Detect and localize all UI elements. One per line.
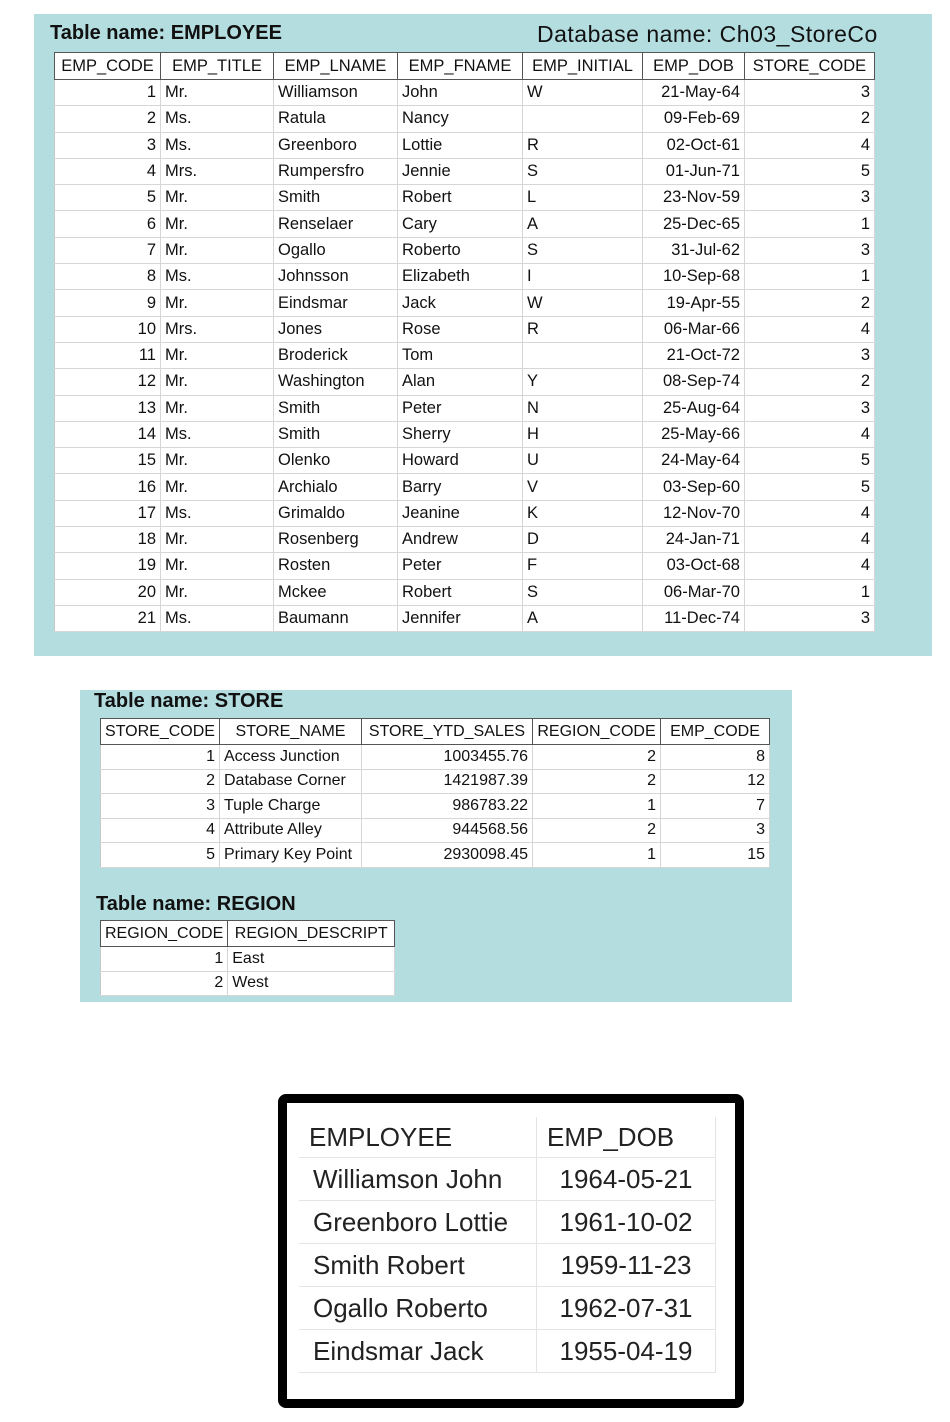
employee-cell-emp-title: Mr.	[161, 448, 274, 474]
employee-cell-emp-fname: Andrew	[398, 527, 523, 553]
store-header-store-code: STORE_CODE	[101, 719, 220, 745]
employee-cell-emp-initial: D	[523, 527, 643, 553]
store-cell-region-code: 2	[533, 745, 661, 770]
employee-cell-emp-lname: Smith	[274, 395, 398, 421]
employee-cell-emp-title: Mr.	[161, 237, 274, 263]
result-cell-emp-dob: 1955-04-19	[537, 1330, 716, 1373]
employee-cell-emp-title: Mrs.	[161, 316, 274, 342]
employee-cell-emp-initial: W	[523, 80, 643, 106]
store-cell-store-name: Tuple Charge	[220, 794, 362, 819]
store-cell-store-ytd-sales: 986783.22	[362, 794, 533, 819]
employee-cell-emp-title: Mr.	[161, 395, 274, 421]
employee-cell-emp-lname: Johnsson	[274, 264, 398, 290]
result-row	[299, 1201, 716, 1244]
store-cell-region-code: 1	[533, 794, 661, 819]
employee-cell-emp-dob: 21-May-64	[643, 80, 745, 106]
employee-cell-emp-code: 19	[55, 553, 161, 579]
store-row	[101, 843, 770, 868]
region-row	[101, 971, 395, 996]
employee-cell-emp-code: 15	[55, 448, 161, 474]
employee-cell-emp-title: Ms.	[161, 500, 274, 526]
employee-cell-store-code: 3	[745, 342, 875, 368]
employee-row	[55, 158, 875, 184]
employee-cell-emp-initial: R	[523, 132, 643, 158]
employee-cell-emp-initial: F	[523, 553, 643, 579]
employee-cell-emp-fname: Peter	[398, 553, 523, 579]
employee-row	[55, 264, 875, 290]
employee-cell-emp-lname: Rumpersfro	[274, 158, 398, 184]
employee-cell-store-code: 1	[745, 264, 875, 290]
employee-cell-emp-dob: 03-Oct-68	[643, 553, 745, 579]
store-cell-emp-code: 8	[661, 745, 770, 770]
employee-cell-emp-fname: Lottie	[398, 132, 523, 158]
employee-cell-emp-lname: Baumann	[274, 605, 398, 631]
employee-row	[55, 106, 875, 132]
employee-cell-emp-code: 4	[55, 158, 161, 184]
result-cell-employee: Greenboro Lottie	[299, 1201, 537, 1244]
employee-cell-store-code: 2	[745, 369, 875, 395]
region-cell-region-descript: West	[228, 971, 395, 996]
employee-row	[55, 579, 875, 605]
employee-row	[55, 290, 875, 316]
result-header-employee: EMPLOYEE	[299, 1117, 537, 1158]
store-cell-emp-code: 15	[661, 843, 770, 868]
store-row	[101, 769, 770, 794]
employee-table	[54, 52, 875, 632]
region-header-region-code: REGION_CODE	[101, 921, 228, 947]
store-cell-store-name: Primary Key Point	[220, 843, 362, 868]
result-row	[299, 1244, 716, 1287]
store-row	[101, 745, 770, 770]
employee-cell-emp-title: Mrs.	[161, 158, 274, 184]
store-cell-store-code: 4	[101, 818, 220, 843]
employee-cell-emp-fname: Alan	[398, 369, 523, 395]
employee-header-emp-title: EMP_TITLE	[161, 53, 274, 80]
employee-cell-emp-code: 21	[55, 605, 161, 631]
employee-cell-emp-code: 16	[55, 474, 161, 500]
store-cell-region-code: 1	[533, 843, 661, 868]
employee-cell-emp-fname: Robert	[398, 185, 523, 211]
employee-cell-emp-initial	[523, 342, 643, 368]
result-header-emp-dob: EMP_DOB	[537, 1117, 716, 1158]
employee-cell-emp-dob: 25-Aug-64	[643, 395, 745, 421]
employee-header-store-code: STORE_CODE	[745, 53, 875, 80]
employee-cell-emp-initial: W	[523, 290, 643, 316]
employee-cell-emp-lname: Broderick	[274, 342, 398, 368]
employee-cell-emp-dob: 08-Sep-74	[643, 369, 745, 395]
employee-cell-emp-initial: I	[523, 264, 643, 290]
employee-header-emp-dob: EMP_DOB	[643, 53, 745, 80]
employee-cell-emp-title: Mr.	[161, 185, 274, 211]
employee-cell-emp-fname: Robert	[398, 579, 523, 605]
employee-cell-store-code: 5	[745, 448, 875, 474]
employee-cell-emp-dob: 12-Nov-70	[643, 500, 745, 526]
employee-cell-emp-lname: Rosten	[274, 553, 398, 579]
employee-cell-emp-initial: R	[523, 316, 643, 342]
employee-header-emp-lname: EMP_LNAME	[274, 53, 398, 80]
employee-cell-store-code: 4	[745, 132, 875, 158]
employee-cell-store-code: 2	[745, 106, 875, 132]
employee-cell-emp-title: Ms.	[161, 421, 274, 447]
store-header-region-code: REGION_CODE	[533, 719, 661, 745]
store-cell-store-ytd-sales: 2930098.45	[362, 843, 533, 868]
region-table-label: Table name: REGION	[96, 893, 296, 915]
store-cell-store-ytd-sales: 944568.56	[362, 818, 533, 843]
employee-cell-emp-code: 11	[55, 342, 161, 368]
employee-cell-emp-fname: Tom	[398, 342, 523, 368]
result-cell-emp-dob: 1964-05-21	[537, 1158, 716, 1201]
employee-cell-emp-initial: A	[523, 211, 643, 237]
employee-cell-emp-lname: Eindsmar	[274, 290, 398, 316]
store-cell-emp-code: 12	[661, 769, 770, 794]
employee-cell-emp-initial: N	[523, 395, 643, 421]
employee-cell-emp-code: 1	[55, 80, 161, 106]
result-cell-emp-dob: 1959-11-23	[537, 1244, 716, 1287]
employee-cell-emp-lname: Rosenberg	[274, 527, 398, 553]
employee-cell-emp-lname: Ratula	[274, 106, 398, 132]
employee-cell-emp-title: Mr.	[161, 474, 274, 500]
employee-cell-emp-dob: 25-May-66	[643, 421, 745, 447]
employee-cell-emp-lname: Smith	[274, 185, 398, 211]
employee-cell-emp-lname: Greenboro	[274, 132, 398, 158]
result-cell-emp-dob: 1961-10-02	[537, 1201, 716, 1244]
employee-header-emp-code: EMP_CODE	[55, 53, 161, 80]
store-cell-store-code: 2	[101, 769, 220, 794]
employee-cell-emp-code: 13	[55, 395, 161, 421]
employee-row	[55, 421, 875, 447]
employee-cell-store-code: 4	[745, 527, 875, 553]
employee-cell-emp-initial: A	[523, 605, 643, 631]
employee-cell-emp-dob: 02-Oct-61	[643, 132, 745, 158]
employee-cell-emp-lname: Mckee	[274, 579, 398, 605]
employee-cell-emp-code: 14	[55, 421, 161, 447]
store-cell-store-name: Database Corner	[220, 769, 362, 794]
employee-table-label: Table name: EMPLOYEE	[50, 22, 282, 44]
store-cell-store-code: 1	[101, 745, 220, 770]
employee-panel	[34, 14, 932, 656]
employee-cell-emp-fname: Elizabeth	[398, 264, 523, 290]
employee-cell-emp-dob: 24-May-64	[643, 448, 745, 474]
employee-cell-emp-fname: Sherry	[398, 421, 523, 447]
query-result-frame	[278, 1094, 744, 1408]
employee-row	[55, 185, 875, 211]
employee-cell-emp-title: Mr.	[161, 369, 274, 395]
employee-cell-emp-title: Ms.	[161, 264, 274, 290]
store-cell-emp-code: 7	[661, 794, 770, 819]
employee-cell-emp-fname: Jack	[398, 290, 523, 316]
employee-cell-emp-dob: 03-Sep-60	[643, 474, 745, 500]
employee-row	[55, 211, 875, 237]
employee-cell-emp-dob: 11-Dec-74	[643, 605, 745, 631]
store-table-label: Table name: STORE	[94, 690, 284, 712]
store-cell-store-code: 5	[101, 843, 220, 868]
employee-cell-emp-initial: S	[523, 158, 643, 184]
employee-cell-store-code: 1	[745, 579, 875, 605]
employee-cell-emp-dob: 19-Apr-55	[643, 290, 745, 316]
store-header-store-ytd-sales: STORE_YTD_SALES	[362, 719, 533, 745]
employee-cell-store-code: 3	[745, 185, 875, 211]
region-row	[101, 947, 395, 972]
employee-cell-store-code: 4	[745, 500, 875, 526]
employee-cell-store-code: 3	[745, 605, 875, 631]
region-cell-region-code: 2	[101, 971, 228, 996]
result-cell-employee: Ogallo Roberto	[299, 1287, 537, 1330]
employee-cell-emp-code: 8	[55, 264, 161, 290]
employee-cell-emp-code: 9	[55, 290, 161, 316]
employee-cell-emp-code: 3	[55, 132, 161, 158]
employee-cell-emp-title: Mr.	[161, 211, 274, 237]
employee-cell-emp-lname: Renselaer	[274, 211, 398, 237]
employee-cell-emp-dob: 01-Jun-71	[643, 158, 745, 184]
employee-cell-emp-code: 17	[55, 500, 161, 526]
employee-cell-emp-lname: Williamson	[274, 80, 398, 106]
store-cell-region-code: 2	[533, 818, 661, 843]
employee-row	[55, 316, 875, 342]
employee-cell-emp-initial: S	[523, 237, 643, 263]
store-cell-store-ytd-sales: 1003455.76	[362, 745, 533, 770]
employee-cell-store-code: 1	[745, 211, 875, 237]
employee-cell-emp-initial: S	[523, 579, 643, 605]
employee-cell-emp-code: 10	[55, 316, 161, 342]
employee-cell-store-code: 5	[745, 158, 875, 184]
employee-row	[55, 80, 875, 106]
database-name-label: Database name: Ch03_StoreCo	[537, 21, 878, 47]
store-cell-region-code: 2	[533, 769, 661, 794]
employee-cell-emp-dob: 24-Jan-71	[643, 527, 745, 553]
employee-row	[55, 474, 875, 500]
result-cell-employee: Smith Robert	[299, 1244, 537, 1287]
employee-cell-emp-initial: L	[523, 185, 643, 211]
employee-cell-emp-dob: 21-Oct-72	[643, 342, 745, 368]
employee-cell-emp-code: 20	[55, 579, 161, 605]
store-header-emp-code: EMP_CODE	[661, 719, 770, 745]
employee-cell-emp-dob: 31-Jul-62	[643, 237, 745, 263]
employee-cell-emp-code: 6	[55, 211, 161, 237]
result-row	[299, 1287, 716, 1330]
employee-row	[55, 605, 875, 631]
store-cell-store-ytd-sales: 1421987.39	[362, 769, 533, 794]
employee-cell-emp-dob: 06-Mar-66	[643, 316, 745, 342]
employee-cell-emp-fname: Howard	[398, 448, 523, 474]
result-cell-employee: Eindsmar Jack	[299, 1330, 537, 1373]
employee-cell-emp-lname: Ogallo	[274, 237, 398, 263]
employee-cell-emp-title: Mr.	[161, 553, 274, 579]
store-cell-store-code: 3	[101, 794, 220, 819]
employee-cell-emp-lname: Jones	[274, 316, 398, 342]
employee-cell-emp-lname: Grimaldo	[274, 500, 398, 526]
region-header-region-descript: REGION_DESCRIPT	[228, 921, 395, 947]
employee-cell-emp-dob: 23-Nov-59	[643, 185, 745, 211]
employee-cell-emp-dob: 09-Feb-69	[643, 106, 745, 132]
employee-cell-store-code: 3	[745, 80, 875, 106]
employee-row	[55, 369, 875, 395]
employee-cell-emp-initial	[523, 106, 643, 132]
employee-row	[55, 132, 875, 158]
employee-cell-emp-fname: John	[398, 80, 523, 106]
employee-cell-emp-lname: Smith	[274, 421, 398, 447]
employee-cell-emp-code: 7	[55, 237, 161, 263]
store-cell-emp-code: 3	[661, 818, 770, 843]
employee-cell-emp-fname: Jennifer	[398, 605, 523, 631]
employee-row	[55, 342, 875, 368]
employee-header-emp-initial: EMP_INITIAL	[523, 53, 643, 80]
employee-row	[55, 527, 875, 553]
employee-cell-emp-code: 2	[55, 106, 161, 132]
employee-cell-emp-code: 5	[55, 185, 161, 211]
employee-cell-emp-title: Mr.	[161, 80, 274, 106]
result-row	[299, 1330, 716, 1373]
store-row	[101, 794, 770, 819]
employee-cell-emp-initial: U	[523, 448, 643, 474]
employee-cell-emp-initial: V	[523, 474, 643, 500]
employee-cell-emp-initial: Y	[523, 369, 643, 395]
result-row	[299, 1158, 716, 1201]
employee-cell-emp-fname: Jennie	[398, 158, 523, 184]
employee-cell-emp-title: Ms.	[161, 132, 274, 158]
employee-cell-store-code: 4	[745, 316, 875, 342]
employee-cell-emp-initial: K	[523, 500, 643, 526]
employee-cell-emp-title: Ms.	[161, 605, 274, 631]
employee-cell-store-code: 4	[745, 421, 875, 447]
employee-cell-emp-fname: Barry	[398, 474, 523, 500]
region-cell-region-code: 1	[101, 947, 228, 972]
employee-cell-store-code: 4	[745, 553, 875, 579]
employee-cell-emp-fname: Cary	[398, 211, 523, 237]
region-table	[100, 920, 395, 996]
employee-cell-emp-title: Mr.	[161, 579, 274, 605]
employee-cell-emp-fname: Jeanine	[398, 500, 523, 526]
employee-row	[55, 553, 875, 579]
employee-cell-emp-code: 18	[55, 527, 161, 553]
employee-cell-emp-lname: Archialo	[274, 474, 398, 500]
employee-row	[55, 500, 875, 526]
employee-cell-emp-title: Ms.	[161, 106, 274, 132]
employee-row	[55, 395, 875, 421]
query-result-table	[299, 1117, 716, 1373]
store-region-panel	[80, 690, 792, 1002]
result-cell-emp-dob: 1962-07-31	[537, 1287, 716, 1330]
employee-row	[55, 237, 875, 263]
store-row	[101, 818, 770, 843]
employee-cell-emp-lname: Olenko	[274, 448, 398, 474]
store-header-store-name: STORE_NAME	[220, 719, 362, 745]
store-table	[100, 718, 770, 868]
employee-cell-emp-lname: Washington	[274, 369, 398, 395]
employee-cell-emp-code: 12	[55, 369, 161, 395]
employee-header-emp-fname: EMP_FNAME	[398, 53, 523, 80]
employee-row	[55, 448, 875, 474]
employee-cell-store-code: 3	[745, 395, 875, 421]
employee-cell-emp-dob: 25-Dec-65	[643, 211, 745, 237]
employee-cell-store-code: 3	[745, 237, 875, 263]
store-cell-store-name: Access Junction	[220, 745, 362, 770]
result-cell-employee: Williamson John	[299, 1158, 537, 1201]
store-cell-store-name: Attribute Alley	[220, 818, 362, 843]
region-cell-region-descript: East	[228, 947, 395, 972]
employee-cell-emp-title: Mr.	[161, 290, 274, 316]
employee-cell-emp-dob: 06-Mar-70	[643, 579, 745, 605]
employee-cell-store-code: 5	[745, 474, 875, 500]
employee-cell-emp-title: Mr.	[161, 342, 274, 368]
employee-cell-emp-fname: Rose	[398, 316, 523, 342]
employee-cell-emp-fname: Peter	[398, 395, 523, 421]
employee-cell-emp-title: Mr.	[161, 527, 274, 553]
employee-cell-emp-initial: H	[523, 421, 643, 447]
employee-cell-emp-fname: Roberto	[398, 237, 523, 263]
employee-cell-emp-fname: Nancy	[398, 106, 523, 132]
employee-cell-store-code: 2	[745, 290, 875, 316]
employee-cell-emp-dob: 10-Sep-68	[643, 264, 745, 290]
